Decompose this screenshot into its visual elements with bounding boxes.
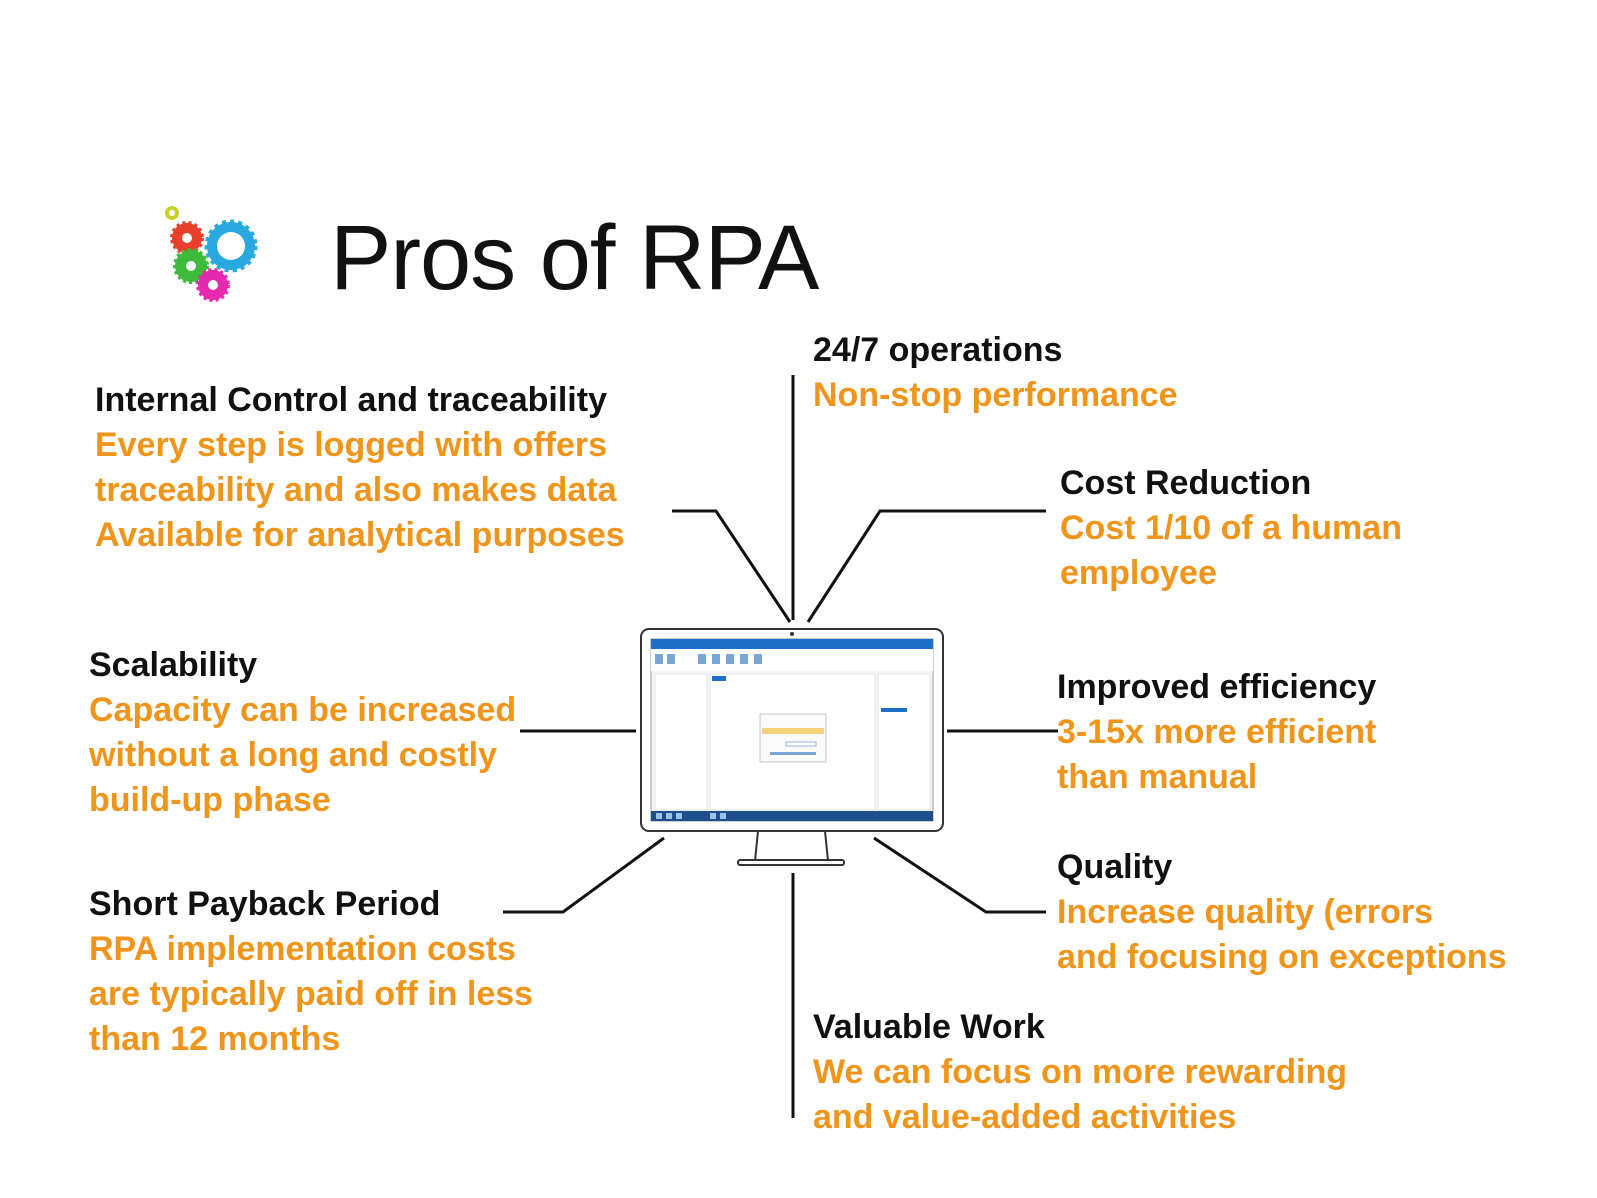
item-text: 3-15x more efficient (1057, 713, 1377, 751)
item-text: Every step is logged with offers (95, 426, 608, 464)
item-24-7-operations (813, 328, 1178, 418)
item-heading: Internal Control and traceability (95, 381, 607, 419)
item-internal-control (95, 378, 625, 558)
item-text: build-up phase (89, 781, 331, 819)
item-valuable-work (813, 1005, 1347, 1140)
item-heading: Cost Reduction (1060, 464, 1312, 502)
item-text: RPA implementation costs (89, 930, 516, 968)
item-scalability (89, 643, 516, 823)
item-heading: Short Payback Period (89, 885, 441, 923)
item-text: than manual (1057, 758, 1258, 796)
item-heading: Valuable Work (813, 1008, 1045, 1046)
item-text: employee (1060, 554, 1217, 592)
item-quality (1057, 845, 1507, 980)
page-title: Pros of RPA (330, 207, 819, 309)
item-text: Non-stop performance (813, 376, 1178, 414)
item-heading: Improved efficiency (1057, 668, 1377, 706)
item-text: traceability and also makes data (95, 471, 617, 509)
connector-control (672, 511, 790, 622)
item-cost-reduction (1060, 461, 1402, 596)
item-text: without a long and costly (89, 736, 497, 774)
item-heading: Quality (1057, 848, 1173, 886)
item-text: and value-added activities (813, 1098, 1237, 1136)
item-heading: Scalability (89, 646, 258, 684)
connector-cost (808, 511, 1046, 622)
computer-monitor-icon (640, 628, 946, 868)
item-text: than 12 months (89, 1020, 341, 1058)
item-text: Increase quality (errors (1057, 893, 1434, 931)
item-text: We can focus on more rewarding (813, 1053, 1348, 1091)
item-heading: 24/7 operations (813, 331, 1063, 369)
item-text: and focusing on exceptions (1057, 938, 1507, 976)
item-improved-efficiency (1057, 665, 1376, 800)
item-text: Capacity can be increased (89, 691, 517, 729)
gears-icon (160, 200, 265, 310)
item-text: Cost 1/10 of a human (1060, 509, 1402, 547)
item-text: are typically paid off in less (89, 975, 534, 1013)
item-short-payback (89, 882, 533, 1062)
item-text: Available for analytical purposes (95, 516, 625, 554)
